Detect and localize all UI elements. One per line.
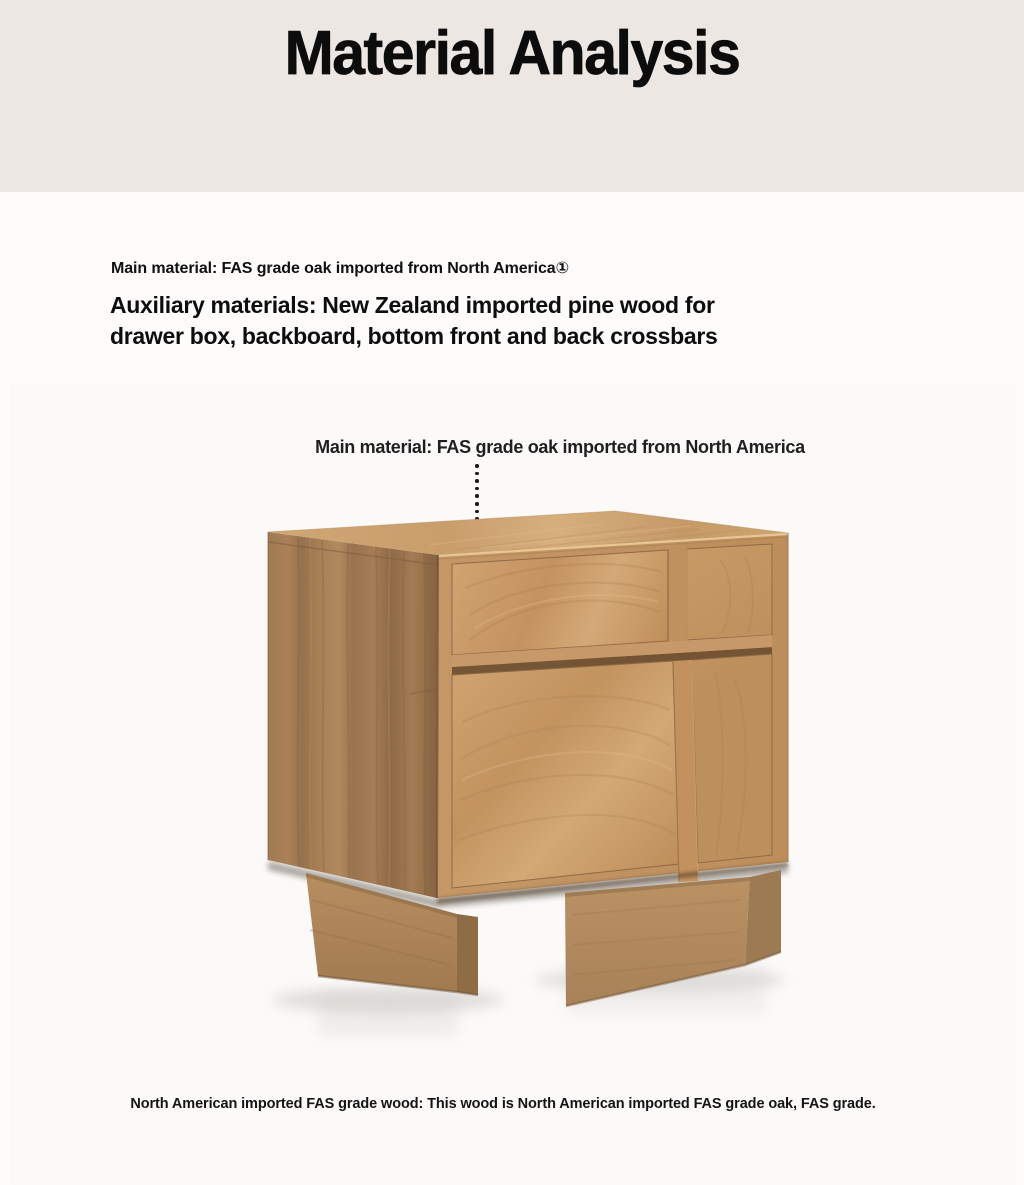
annotation-label: Main material: FAS grade oak imported from North America [315,437,805,457]
hero-band [0,0,1024,192]
nightstand-photo [240,480,820,1060]
page-title: Material Analysis [284,19,740,88]
auxiliary-material-line: Auxiliary materials: New Zealand imported pine wood for drawer box, backboard, bottom front and back crossbars [110,292,718,349]
main-material-line: Main material: FAS grade oak imported from North America① [111,260,570,277]
figure-caption: North American imported FAS grade wood: This wood is North American imported FAS grade oak, FAS grade. [130,1096,876,1112]
